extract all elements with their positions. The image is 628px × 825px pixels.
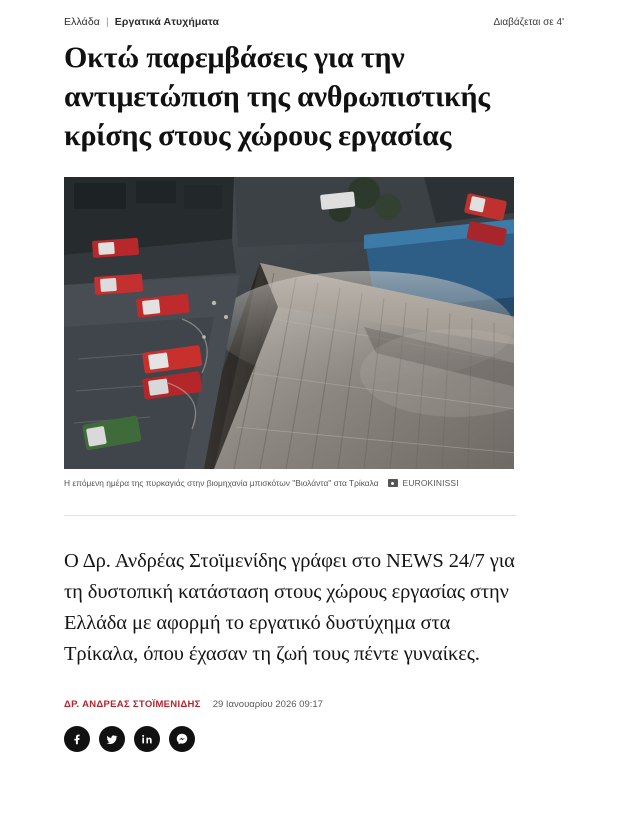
linkedin-share-button[interactable]	[134, 726, 160, 752]
breadcrumb-item-section[interactable]: Ελλάδα	[64, 16, 100, 28]
breadcrumb-separator: |	[105, 16, 109, 28]
breadcrumb	[64, 16, 219, 28]
caption-text: Η επόμενη ημέρα της πυρκαγιάς στην βιομηχανία μπισκότων "Βιολάντα" στα Τρίκαλα	[64, 478, 379, 488]
breadcrumb-item-topic[interactable]: Εργατικά Ατυχήματα	[114, 16, 220, 28]
hero-image	[64, 177, 514, 469]
camera-icon	[388, 479, 398, 487]
twitter-share-button[interactable]	[99, 726, 125, 752]
section-divider	[64, 515, 516, 516]
messenger-share-button[interactable]	[169, 726, 195, 752]
page-title: Οκτώ παρεμβάσεις για την αντιμετώπιση της ανθρωπιστικής κρίσης στους χώρους εργασίας	[64, 41, 490, 152]
twitter-icon	[105, 732, 119, 746]
facebook-share-button[interactable]	[64, 726, 90, 752]
publish-date: 29 Ιανουαρίου 2026 09:17	[212, 698, 323, 710]
byline	[64, 699, 564, 710]
messenger-icon	[175, 732, 189, 746]
image-caption	[64, 478, 516, 489]
hero-figure	[64, 177, 564, 489]
linkedin-icon	[140, 732, 154, 746]
facebook-icon	[70, 732, 84, 746]
article-meta-row	[64, 0, 564, 26]
share-bar	[64, 726, 564, 752]
read-time-label: Διαβάζεται σε 4'	[493, 16, 564, 28]
article-lede: Ο Δρ. Ανδρέας Στοϊμενίδης γράφει στο NEWS 24/7 για τη δυστοπική κατάσταση στους χώρους εργασίας στην Ελλάδα με αφορμή το εργατικό δυστύχημα στα Τρίκαλα, όπου έχασαν τη ζωή τους πέντε γυναίκες.	[64, 549, 515, 666]
image-credit: EUROKINISSI	[402, 478, 459, 489]
author-name[interactable]: ΔΡ. ΑΝΔΡΕΑΣ ΣΤΟΪΜΕΝΙΔΗΣ	[64, 698, 201, 710]
